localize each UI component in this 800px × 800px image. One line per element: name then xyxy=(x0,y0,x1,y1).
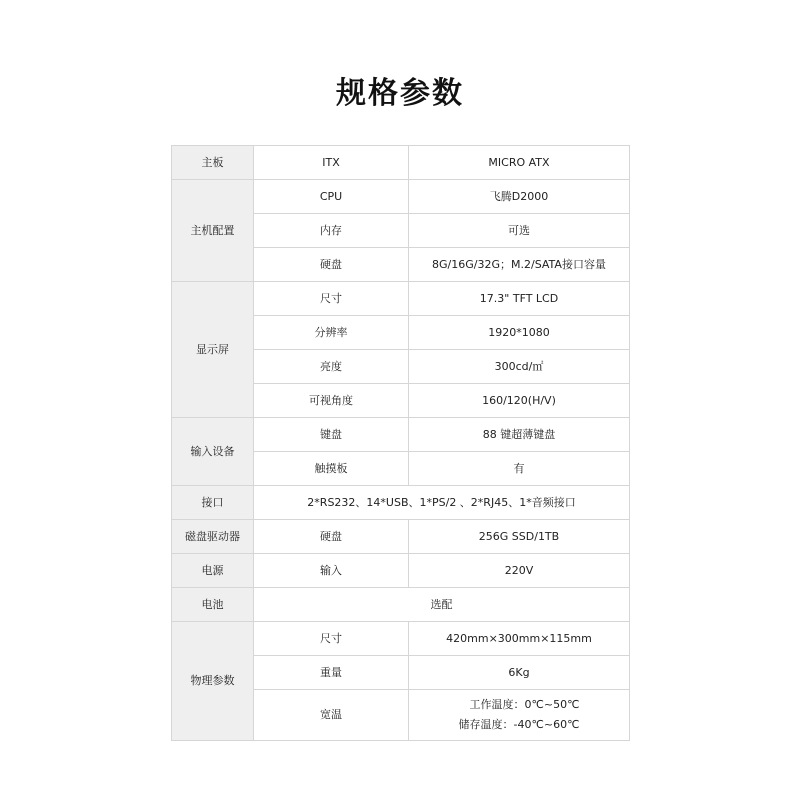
spec-label-cell: 分辨率 xyxy=(254,316,409,350)
spec-label-cell: 尺寸 xyxy=(254,282,409,316)
table-row xyxy=(172,282,630,316)
spec-label-cell: 重量 xyxy=(254,656,409,690)
spec-value-cell: 1920*1080 xyxy=(409,316,630,350)
spec-value-cell: 17.3" TFT LCD xyxy=(409,282,630,316)
spec-value-cell: 300cd/㎡ xyxy=(409,350,630,384)
category-cell: 接口 xyxy=(172,486,254,520)
category-cell: 电源 xyxy=(172,554,254,588)
spec-label-cell: 尺寸 xyxy=(254,622,409,656)
spec-value-cell: MICRO ATX xyxy=(409,146,630,180)
spec-value-cell: 飞腾D2000 xyxy=(409,180,630,214)
category-cell: 物理参数 xyxy=(172,622,254,741)
table-row xyxy=(172,180,630,214)
spec-label-cell: 键盘 xyxy=(254,418,409,452)
page-title: 规格参数 xyxy=(336,76,464,111)
spec-value-cell: 220V xyxy=(409,554,630,588)
spec-value-cell: 2*RS232、14*USB、1*PS/2 、2*RJ45、1*音频接口 xyxy=(254,486,630,520)
storage-temperature: 储存温度：-40℃~60℃ xyxy=(458,718,580,731)
spec-label-cell: CPU xyxy=(254,180,409,214)
working-temperature: 工作温度：0℃~50℃ xyxy=(469,698,580,711)
spec-value-cell xyxy=(409,690,630,741)
spec-value-cell: ITX xyxy=(254,146,409,180)
table-row xyxy=(172,588,630,622)
spec-value-cell: 8G/16G/32G；M.2/SATA接口容量 xyxy=(409,248,630,282)
category-cell: 电池 xyxy=(172,588,254,622)
spec-label-cell: 硬盘 xyxy=(254,520,409,554)
spec-value-cell: 160/120(H/V) xyxy=(409,384,630,418)
category-cell: 主机配置 xyxy=(172,180,254,282)
table-row xyxy=(172,622,630,656)
category-cell: 主板 xyxy=(172,146,254,180)
category-cell: 磁盘驱动器 xyxy=(172,520,254,554)
table-row xyxy=(172,418,630,452)
spec-value-cell: 256G SSD/1TB xyxy=(409,520,630,554)
category-cell: 显示屏 xyxy=(172,282,254,418)
spec-label-cell: 输入 xyxy=(254,554,409,588)
spec-value-cell: 可选 xyxy=(409,214,630,248)
spec-value-cell: 有 xyxy=(409,452,630,486)
category-cell: 输入设备 xyxy=(172,418,254,486)
table-row xyxy=(172,554,630,588)
spec-value-cell: 420mm×300mm×115mm xyxy=(409,622,630,656)
spec-label-cell: 硬盘 xyxy=(254,248,409,282)
spec-label-cell: 内存 xyxy=(254,214,409,248)
spec-table xyxy=(171,145,630,741)
spec-label-cell: 宽温 xyxy=(254,690,409,741)
spec-label-cell: 可视角度 xyxy=(254,384,409,418)
table-row xyxy=(172,486,630,520)
spec-label-cell: 亮度 xyxy=(254,350,409,384)
table-row xyxy=(172,520,630,554)
spec-value-cell: 6Kg xyxy=(409,656,630,690)
spec-label-cell: 触摸板 xyxy=(254,452,409,486)
table-row xyxy=(172,146,630,180)
temperature-block xyxy=(459,695,580,735)
spec-value-cell: 88 键超薄键盘 xyxy=(409,418,630,452)
spec-value-cell: 选配 xyxy=(254,588,630,622)
